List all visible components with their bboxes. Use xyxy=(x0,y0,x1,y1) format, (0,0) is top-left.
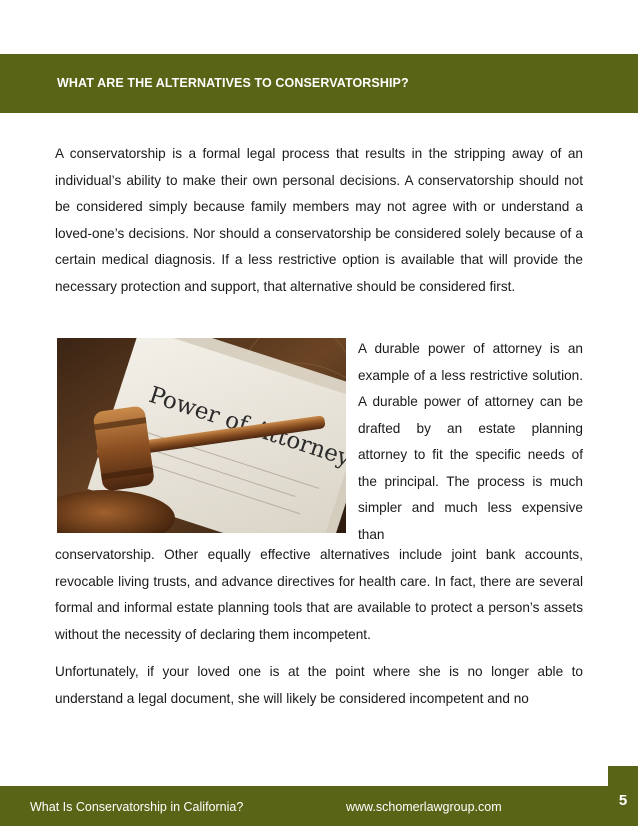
document-heading-text: Power of Attorney xyxy=(145,382,346,472)
section-header-band xyxy=(0,54,638,113)
footer-band xyxy=(0,786,638,826)
paragraph-other-alternatives: conservatorship. Other equally effective alternatives include joint bank accounts, revocable living trusts, and advance directives for health care. In fact, there are several formal and informal estate planning tools that are available to protect a person’s assets without the necessity of declaring them incompetent. xyxy=(55,547,583,642)
section-title: WHAT ARE THE ALTERNATIVES TO CONSERVATORSHIP? xyxy=(57,76,409,90)
page-number: 5 xyxy=(608,766,638,826)
paragraph-durable-power-of-attorney: A durable power of attorney is an example of a less restrictive solution. A durable power of attorney can be drafted by an estate planning attorney to fit the specific needs of the principal. The process is much simpler and much less expensive than xyxy=(358,341,583,542)
gavel-document-illustration xyxy=(57,338,346,533)
footer-website-link[interactable]: www.schomerlawgroup.com xyxy=(346,800,502,814)
paragraph-incompetence: Unfortunately, if your loved one is at the point where she is no longer able to understand a legal document, she will likely be considered incompetent and no xyxy=(55,664,583,706)
paragraph-conservatorship-intro: A conservatorship is a formal legal process that results in the stripping away of an individual’s ability to make their own personal decisions. A conservatorship should not be considered simply because family members may not agree with or understand a loved-one’s decisions. Nor should a conservatorship be considered solely because of a certain medical diagnosis. If a less restrictive option is available that will provide the necessary protection and support, that alternative should be considered first. xyxy=(55,146,583,294)
power-of-attorney-photo xyxy=(57,338,346,533)
footer-document-title: What Is Conservatorship in California? xyxy=(30,800,244,814)
